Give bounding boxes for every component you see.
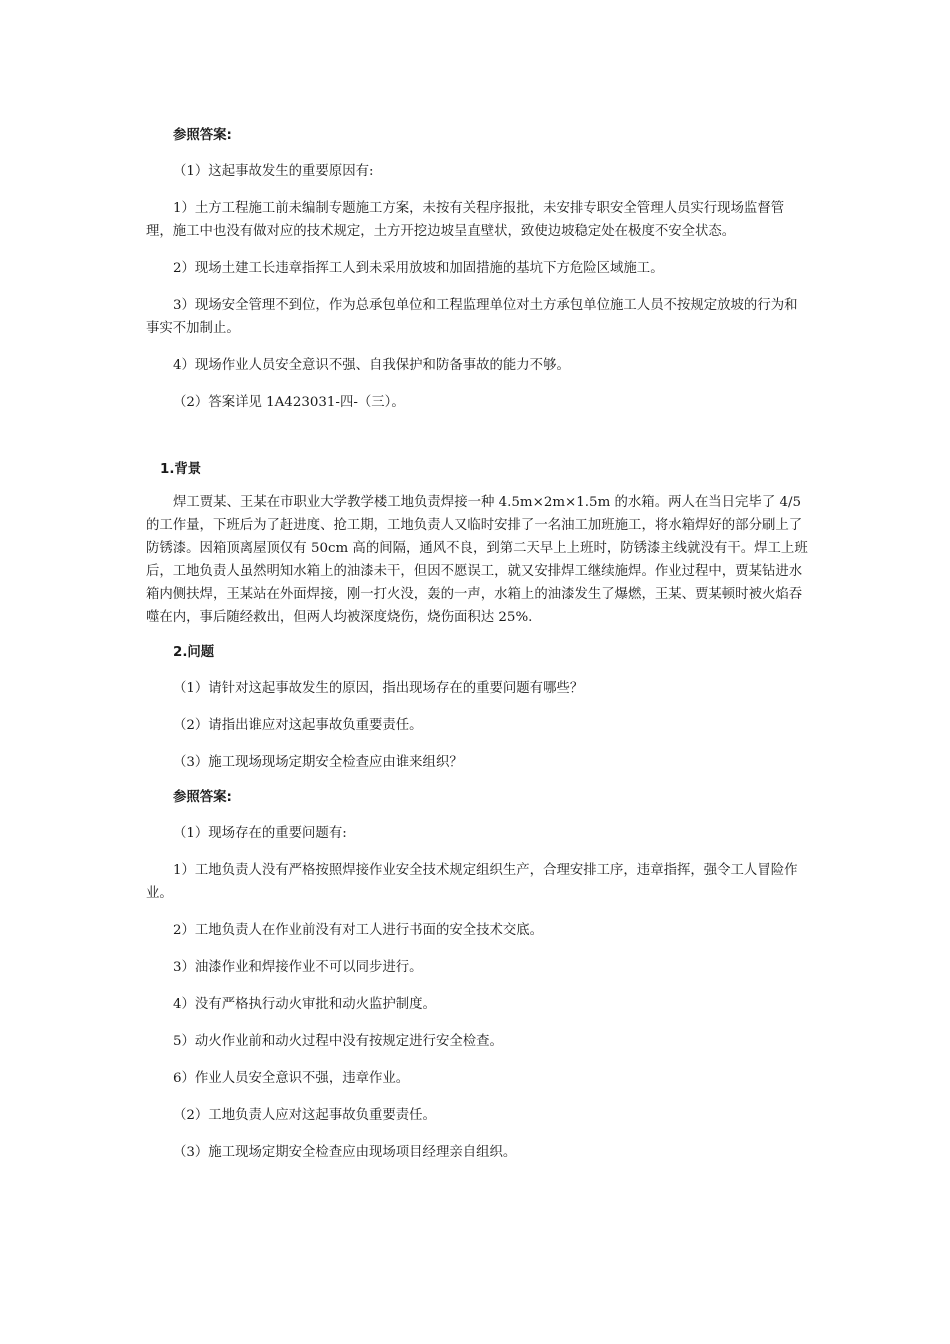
issue-item-5: 5）动火作业前和动火过程中没有按规定进行安全检查。: [173, 1034, 503, 1049]
question-3: （3）施工现场现场定期安全检查应由谁来组织？: [173, 755, 463, 770]
issue-item-2: 2）工地负责人在作业前没有对工人进行书面的安全技术交底。: [173, 923, 544, 938]
reason-item-1: 1）土方工程施工前未编制专题施工方案，未按有关程序报批，未安排专职安全管理人员实行现场监督管理，施工中也没有做对应的技术规定，土方开挖边坡呈直壁状，致使边坡稳定处在极度不安全状态。: [146, 201, 785, 239]
issue-item-1: 1）工地负责人没有严格按照焊接作业安全技术规定组织生产，合理安排工序，违章指挥，强令工人冒险作业。: [146, 863, 798, 901]
reason-item-2: 2）现场土建工长违章指挥工人到未采用放坡和加固措施的基坑下方危险区域施工。: [173, 261, 664, 276]
background-title: 1.背景: [160, 462, 202, 477]
a1-intro: （1）现场存在的重要问题有:: [173, 826, 347, 841]
background-text: 焊工贾某、王某在市职业大学教学楼工地负责焊接一种 4.5m×2m×1.5m 的水箱。两人在当日完毕了 4/5 的工作量，下班后为了赶进度、抢工期，工地负责人又临时安排了一名油工加班施工，将水箱焊好的部分刷上了防锈漆。因箱顶离屋顶仅有 50cm 高的间隔，通风不良，到第二天早上上班时，防锈漆主线就没有干。焊工上班后，工地负责人虽然明知水箱上的油漆未干，但因不愿误工，就又安排焊工继续施焊。作业过程中，贾某钻进水箱内侧扶焊，王某站在外面焊接，刚一打火没，轰的一声，水箱上的油漆发生了爆燃，王某、贾某顿时被火焰吞噬在内，事后随经救出，但两人均被深度烧伤，烧伤面积达 25%.: [146, 495, 808, 625]
answer-title-2: 参照答案:: [173, 790, 232, 805]
a3-answer: （3）施工现场定期安全检查应由现场项目经理亲自组织。: [173, 1145, 517, 1160]
reason-item-4: 4）现场作业人员安全意识不强、自我保护和防备事故的能力不够。: [173, 358, 570, 373]
reason-item-3: 3）现场安全管理不到位，作为总承包单位和工程监理单位对土方承包单位施工人员不按规定放坡的行为和事实不加制止。: [146, 298, 798, 336]
q1-intro: （1）这起事故发生的重要原因有:: [173, 164, 374, 179]
question-title: 2.问题: [173, 645, 215, 660]
q2-answer: （2）答案详见 1A423031-四-（三）。: [173, 395, 405, 410]
question-2: （2）请指出谁应对这起事故负重要责任。: [173, 718, 423, 733]
answer-title-1: 参照答案:: [173, 128, 232, 143]
a2-answer: （2）工地负责人应对这起事故负重要责任。: [173, 1108, 436, 1123]
issue-item-3: 3）油漆作业和焊接作业不可以同步进行。: [173, 960, 423, 975]
issue-item-4: 4）没有严格执行动火审批和动火监护制度。: [173, 997, 436, 1012]
issue-item-6: 6）作业人员安全意识不强，违章作业。: [173, 1071, 410, 1086]
question-1: （1）请针对这起事故发生的原因，指出现场存在的重要问题有哪些？: [173, 681, 584, 696]
